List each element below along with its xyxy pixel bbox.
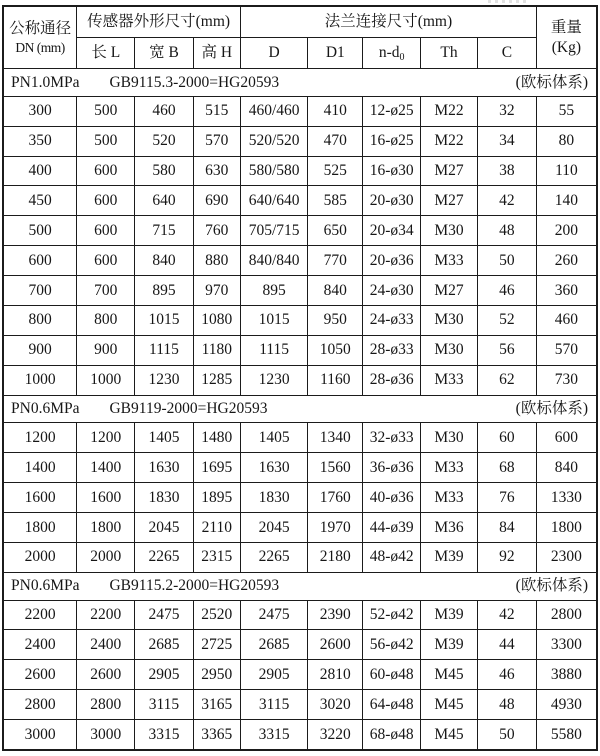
cell-weight-kg: 80 (536, 126, 597, 156)
cell-dn: 350 (3, 126, 77, 156)
col-header-n-d0 (363, 38, 421, 69)
cell-c: 76 (478, 483, 537, 513)
data-row-dn-350 (3, 126, 597, 156)
table-body (3, 69, 597, 751)
pressure-rating: PN0.6MPa (11, 400, 80, 418)
cell-weight-kg: 840 (536, 453, 597, 483)
cell-c: 34 (478, 126, 537, 156)
weight-label-line1: 重量 (550, 18, 582, 36)
cell-height-h: 2110 (193, 513, 241, 543)
cell-th: M45 (421, 660, 478, 690)
data-row-dn-400 (3, 156, 597, 186)
cell-n-d0: 56-ø42 (363, 630, 421, 660)
cell-n-d0: 12-ø25 (363, 96, 421, 126)
nd-subscript: 0 (399, 52, 405, 64)
data-row-dn-2000 (3, 542, 597, 572)
cell-th: M39 (421, 542, 478, 572)
cell-d1: 1760 (308, 483, 363, 513)
data-row-dn-1400 (3, 453, 597, 483)
cell-dn: 1800 (3, 513, 77, 543)
cell-d: 3315 (241, 720, 308, 750)
cell-d: 1630 (241, 453, 308, 483)
data-row-dn-700 (3, 276, 597, 306)
cell-dn: 900 (3, 335, 77, 365)
data-row-dn-600 (3, 246, 597, 276)
standard-code: GB9119-2000=HG20593 (109, 400, 268, 418)
cell-d1: 410 (308, 96, 363, 126)
cell-dn: 3000 (3, 720, 77, 750)
cell-dn: 1000 (3, 365, 77, 395)
data-row-dn-500 (3, 216, 597, 246)
cell-d1: 585 (308, 186, 363, 216)
cell-height-h: 970 (193, 276, 241, 306)
data-row-dn-1200 (3, 423, 597, 453)
cell-length-l: 2200 (77, 600, 135, 630)
cell-length-l: 3000 (77, 720, 135, 750)
flange-dimension-table (2, 5, 598, 751)
cell-length-l: 900 (77, 335, 135, 365)
cell-height-h: 570 (193, 126, 241, 156)
data-row-dn-300 (3, 96, 597, 126)
cell-weight-kg: 140 (536, 186, 597, 216)
cell-th: M45 (421, 720, 478, 750)
cell-c: 32 (478, 96, 537, 126)
cell-height-h: 1895 (193, 483, 241, 513)
cell-width-b: 895 (135, 276, 193, 306)
cell-height-h: 515 (193, 96, 241, 126)
cell-dn: 2200 (3, 600, 77, 630)
cell-n-d0: 20-ø36 (363, 246, 421, 276)
cell-height-h: 3165 (193, 690, 241, 720)
cell-c: 46 (478, 660, 537, 690)
cell-width-b: 1630 (135, 453, 193, 483)
col-header-d1: D1 (308, 38, 363, 69)
cell-length-l: 1600 (77, 483, 135, 513)
standard-system-note: (欧标体系) (515, 73, 588, 91)
cell-c: 50 (478, 720, 537, 750)
col-group-flange-connection: 法兰连接尺寸(mm) (241, 6, 537, 38)
cell-length-l: 2000 (77, 542, 135, 572)
cell-d1: 1050 (308, 335, 363, 365)
cell-length-l: 600 (77, 156, 135, 186)
cell-dn: 400 (3, 156, 77, 186)
cell-c: 48 (478, 216, 537, 246)
cell-c: 62 (478, 365, 537, 395)
cell-length-l: 1400 (77, 453, 135, 483)
cell-weight-kg: 200 (536, 216, 597, 246)
cell-th: M45 (421, 690, 478, 720)
cell-n-d0: 24-ø33 (363, 305, 421, 335)
cell-c: 42 (478, 600, 537, 630)
section-header-cell (3, 395, 597, 423)
cell-d1: 2180 (308, 542, 363, 572)
cell-c: 38 (478, 156, 537, 186)
cell-c: 68 (478, 453, 537, 483)
cell-height-h: 690 (193, 186, 241, 216)
col-header-weight (536, 6, 597, 69)
section-header-cell (3, 572, 597, 600)
cell-n-d0: 36-ø36 (363, 453, 421, 483)
data-row-dn-3000 (3, 720, 597, 750)
cell-height-h: 2520 (193, 600, 241, 630)
cell-d: 2905 (241, 660, 308, 690)
cell-width-b: 2905 (135, 660, 193, 690)
cell-c: 44 (478, 630, 537, 660)
cell-length-l: 1800 (77, 513, 135, 543)
cell-dn: 700 (3, 276, 77, 306)
cell-th: M22 (421, 126, 478, 156)
cell-n-d0: 52-ø42 (363, 600, 421, 630)
cell-n-d0: 68-ø48 (363, 720, 421, 750)
cell-d: 2685 (241, 630, 308, 660)
standard-system-note: (欧标体系) (515, 400, 588, 418)
cell-width-b: 3115 (135, 690, 193, 720)
cell-weight-kg: 2300 (536, 542, 597, 572)
cell-length-l: 600 (77, 216, 135, 246)
cell-weight-kg: 260 (536, 246, 597, 276)
cell-height-h: 760 (193, 216, 241, 246)
col-header-c: C (478, 38, 537, 69)
cell-th: M39 (421, 630, 478, 660)
cell-weight-kg: 110 (536, 156, 597, 186)
col-header-length-l: 长 L (77, 38, 135, 69)
cell-d1: 1160 (308, 365, 363, 395)
cell-width-b: 520 (135, 126, 193, 156)
cell-length-l: 2800 (77, 690, 135, 720)
cell-length-l: 800 (77, 305, 135, 335)
cell-th: M27 (421, 276, 478, 306)
cell-dn: 500 (3, 216, 77, 246)
cell-th: M33 (421, 453, 478, 483)
data-row-dn-800 (3, 305, 597, 335)
nd-base: n-d (378, 44, 400, 62)
cell-weight-kg: 5580 (536, 720, 597, 750)
cell-dn: 2600 (3, 660, 77, 690)
cell-n-d0: 20-ø34 (363, 216, 421, 246)
cell-d1: 650 (308, 216, 363, 246)
cell-length-l: 600 (77, 186, 135, 216)
cell-length-l: 500 (77, 126, 135, 156)
cell-d1: 2600 (308, 630, 363, 660)
cell-n-d0: 16-ø25 (363, 126, 421, 156)
cell-weight-kg: 2800 (536, 600, 597, 630)
cell-height-h: 2950 (193, 660, 241, 690)
cell-c: 84 (478, 513, 537, 543)
cell-dn: 2000 (3, 542, 77, 572)
cell-d1: 3020 (308, 690, 363, 720)
cell-c: 52 (478, 305, 537, 335)
cell-height-h: 2725 (193, 630, 241, 660)
cell-d: 2045 (241, 513, 308, 543)
cell-c: 56 (478, 335, 537, 365)
col-header-dn (3, 6, 77, 69)
cell-th: M22 (421, 96, 478, 126)
cell-length-l: 2400 (77, 630, 135, 660)
group-header-row (3, 6, 597, 38)
cell-width-b: 715 (135, 216, 193, 246)
cell-d: 2475 (241, 600, 308, 630)
cell-width-b: 1830 (135, 483, 193, 513)
cell-weight-kg: 3300 (536, 630, 597, 660)
cell-dn: 2800 (3, 690, 77, 720)
section-header-row-1 (3, 395, 597, 423)
cell-length-l: 1200 (77, 423, 135, 453)
cell-n-d0: 28-ø33 (363, 335, 421, 365)
cell-d1: 1340 (308, 423, 363, 453)
cell-height-h: 3365 (193, 720, 241, 750)
cell-length-l: 1000 (77, 365, 135, 395)
cell-th: M36 (421, 513, 478, 543)
cell-th: M33 (421, 246, 478, 276)
cell-n-d0: 20-ø30 (363, 186, 421, 216)
cell-n-d0: 40-ø36 (363, 483, 421, 513)
cell-th: M33 (421, 365, 478, 395)
cell-dn: 1400 (3, 453, 77, 483)
cell-d: 840/840 (241, 246, 308, 276)
cell-width-b: 3315 (135, 720, 193, 750)
subheader-row (3, 38, 597, 69)
cell-width-b: 2045 (135, 513, 193, 543)
cell-d: 705/715 (241, 216, 308, 246)
cell-d1: 950 (308, 305, 363, 335)
cell-th: M33 (421, 483, 478, 513)
dn-label-line1: 公称通径 (9, 19, 72, 37)
pressure-rating: PN1.0MPa (11, 73, 80, 91)
cell-d1: 1970 (308, 513, 363, 543)
cell-weight-kg: 4930 (536, 690, 597, 720)
section-header-row-2 (3, 572, 597, 600)
cell-width-b: 840 (135, 246, 193, 276)
data-row-dn-1800 (3, 513, 597, 543)
cell-weight-kg: 460 (536, 305, 597, 335)
cell-length-l: 600 (77, 246, 135, 276)
cell-d1: 1560 (308, 453, 363, 483)
cell-n-d0: 64-ø48 (363, 690, 421, 720)
cell-d1: 525 (308, 156, 363, 186)
cell-width-b: 2475 (135, 600, 193, 630)
cell-weight-kg: 730 (536, 365, 597, 395)
cell-d: 520/520 (241, 126, 308, 156)
cell-width-b: 640 (135, 186, 193, 216)
cell-th: M30 (421, 423, 478, 453)
data-row-dn-900 (3, 335, 597, 365)
cell-weight-kg: 360 (536, 276, 597, 306)
cell-height-h: 2315 (193, 542, 241, 572)
cell-d: 3115 (241, 690, 308, 720)
cell-dn: 300 (3, 96, 77, 126)
cell-dn: 600 (3, 246, 77, 276)
cell-dn: 1200 (3, 423, 77, 453)
cell-c: 92 (478, 542, 537, 572)
cell-height-h: 630 (193, 156, 241, 186)
section-header-row-0 (3, 69, 597, 97)
cell-c: 50 (478, 246, 537, 276)
cell-n-d0: 16-ø30 (363, 156, 421, 186)
cell-height-h: 1080 (193, 305, 241, 335)
cell-width-b: 1115 (135, 335, 193, 365)
cell-dn: 800 (3, 305, 77, 335)
data-row-dn-1000 (3, 365, 597, 395)
scan-artifact (488, 0, 530, 3)
standard-code: GB9115.3-2000=HG20593 (109, 73, 280, 91)
standard-system-note: (欧标体系) (515, 577, 588, 595)
cell-n-d0: 28-ø36 (363, 365, 421, 395)
cell-weight-kg: 1800 (536, 513, 597, 543)
cell-n-d0: 44-ø39 (363, 513, 421, 543)
cell-width-b: 1015 (135, 305, 193, 335)
cell-d: 2265 (241, 542, 308, 572)
cell-width-b: 2685 (135, 630, 193, 660)
cell-weight-kg: 1330 (536, 483, 597, 513)
col-header-width-b: 宽 B (135, 38, 193, 69)
cell-c: 48 (478, 690, 537, 720)
data-row-dn-2600 (3, 660, 597, 690)
cell-n-d0: 60-ø48 (363, 660, 421, 690)
cell-d1: 2390 (308, 600, 363, 630)
cell-c: 42 (478, 186, 537, 216)
cell-length-l: 700 (77, 276, 135, 306)
cell-d1: 770 (308, 246, 363, 276)
cell-width-b: 1230 (135, 365, 193, 395)
data-row-dn-2400 (3, 630, 597, 660)
cell-d: 460/460 (241, 96, 308, 126)
cell-weight-kg: 55 (536, 96, 597, 126)
dn-label-line2: DN (mm) (15, 39, 65, 55)
data-row-dn-2800 (3, 690, 597, 720)
table-header (3, 6, 597, 69)
cell-n-d0: 48-ø42 (363, 542, 421, 572)
cell-width-b: 2265 (135, 542, 193, 572)
cell-d: 1015 (241, 305, 308, 335)
section-header-cell (3, 69, 597, 97)
cell-height-h: 1180 (193, 335, 241, 365)
cell-c: 46 (478, 276, 537, 306)
data-row-dn-450 (3, 186, 597, 216)
cell-th: M30 (421, 305, 478, 335)
cell-d: 895 (241, 276, 308, 306)
standard-code: GB9115.2-2000=HG20593 (109, 577, 280, 595)
cell-d1: 470 (308, 126, 363, 156)
pressure-rating: PN0.6MPa (11, 577, 80, 595)
cell-height-h: 1285 (193, 365, 241, 395)
cell-d1: 840 (308, 276, 363, 306)
cell-d: 1405 (241, 423, 308, 453)
cell-d: 640/640 (241, 186, 308, 216)
cell-length-l: 500 (77, 96, 135, 126)
cell-weight-kg: 570 (536, 335, 597, 365)
data-row-dn-1600 (3, 483, 597, 513)
cell-width-b: 1405 (135, 423, 193, 453)
col-group-sensor-dimensions: 传感器外形尺寸(mm) (77, 6, 241, 38)
cell-dn: 2400 (3, 630, 77, 660)
cell-c: 60 (478, 423, 537, 453)
cell-th: M39 (421, 600, 478, 630)
cell-length-l: 2600 (77, 660, 135, 690)
cell-n-d0: 24-ø30 (363, 276, 421, 306)
col-header-d: D (241, 38, 308, 69)
cell-weight-kg: 600 (536, 423, 597, 453)
cell-d1: 3220 (308, 720, 363, 750)
cell-height-h: 880 (193, 246, 241, 276)
cell-d: 1230 (241, 365, 308, 395)
data-row-dn-2200 (3, 600, 597, 630)
cell-th: M30 (421, 216, 478, 246)
cell-th: M30 (421, 335, 478, 365)
cell-d: 580/580 (241, 156, 308, 186)
cell-n-d0: 32-ø33 (363, 423, 421, 453)
weight-label-line2: (Kg) (551, 38, 582, 56)
cell-th: M27 (421, 156, 478, 186)
col-header-th: Th (421, 38, 478, 69)
cell-dn: 1600 (3, 483, 77, 513)
cell-width-b: 580 (135, 156, 193, 186)
cell-d: 1115 (241, 335, 308, 365)
col-header-height-h: 高 H (193, 38, 241, 69)
cell-width-b: 460 (135, 96, 193, 126)
cell-weight-kg: 3880 (536, 660, 597, 690)
cell-d1: 2810 (308, 660, 363, 690)
cell-height-h: 1480 (193, 423, 241, 453)
cell-th: M27 (421, 186, 478, 216)
cell-height-h: 1695 (193, 453, 241, 483)
cell-dn: 450 (3, 186, 77, 216)
cell-d: 1830 (241, 483, 308, 513)
